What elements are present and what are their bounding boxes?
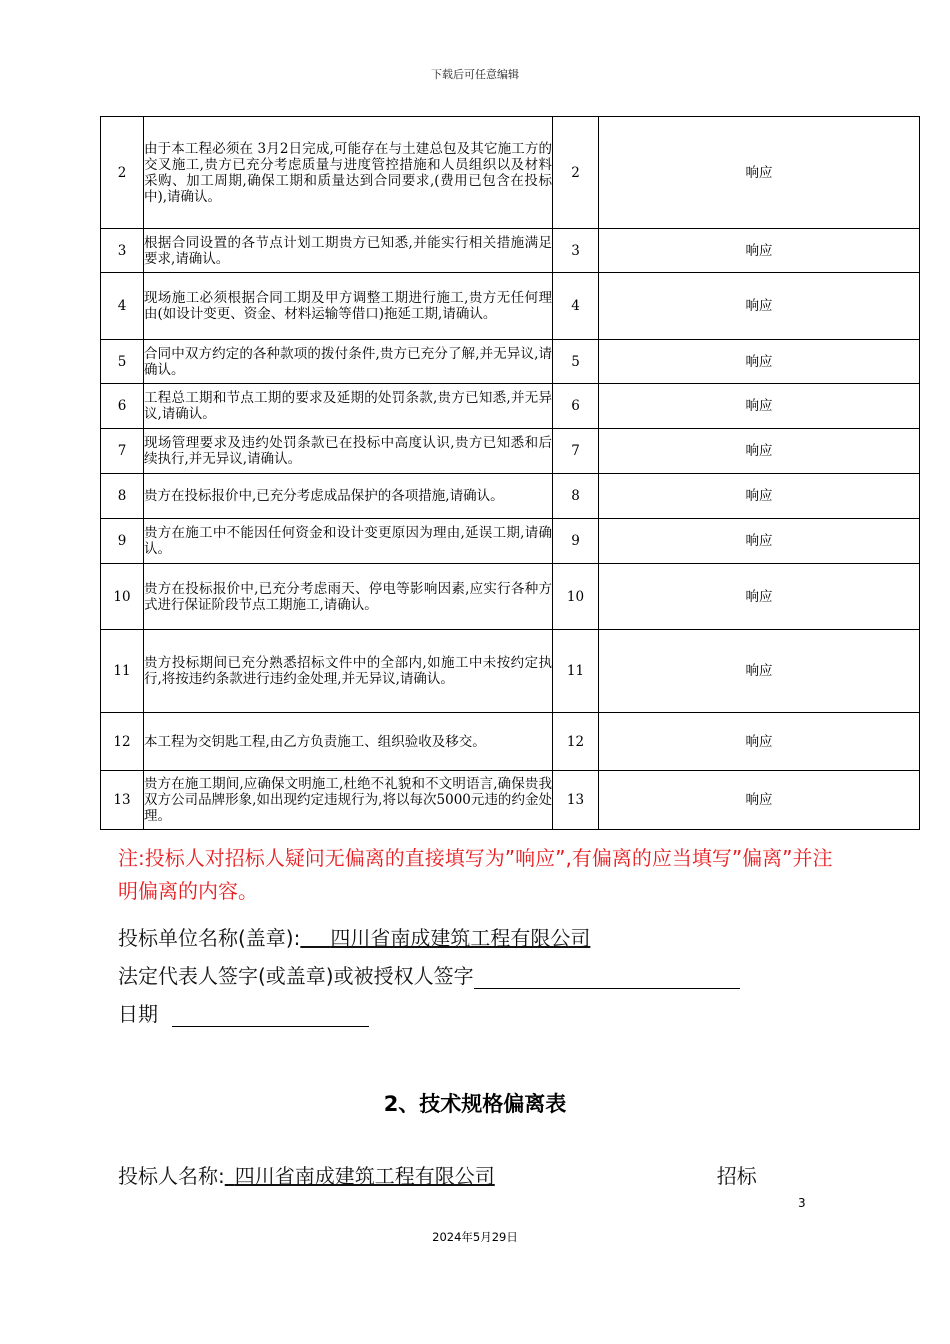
row-response: 响应 bbox=[599, 229, 920, 273]
row-number: 7 bbox=[101, 429, 144, 474]
row-text: 现场施工必须根据合同工期及甲方调整工期进行施工,贵方无任何理由(如设计变更、资金、材料运输等借口)拖延工期,请确认。 bbox=[144, 273, 553, 340]
table-row bbox=[101, 771, 920, 830]
legal-rep-signature-field[interactable] bbox=[474, 966, 740, 989]
row-number: 6 bbox=[101, 384, 144, 429]
row-number-2: 3 bbox=[553, 229, 599, 273]
row-number: 13 bbox=[101, 771, 144, 830]
table-row bbox=[101, 229, 920, 273]
table-row bbox=[101, 713, 920, 771]
row-response: 响应 bbox=[599, 117, 920, 229]
date-label: 日期 bbox=[118, 1002, 158, 1026]
table-row bbox=[101, 117, 920, 229]
row-number-2: 4 bbox=[553, 273, 599, 340]
row-response: 响应 bbox=[599, 713, 920, 771]
row-text: 贵方在施工期间,应确保文明施工,杜绝不礼貌和不文明语言,确保贵我双方公司品牌形象,如出现约定违规行为,将以每次5000元违的约金处理。 bbox=[144, 771, 553, 830]
row-number-2: 11 bbox=[553, 630, 599, 713]
row-text: 合同中双方约定的各种款项的拨付条件,贵方已充分了解,并无异议,请确认。 bbox=[144, 340, 553, 384]
row-response: 响应 bbox=[599, 519, 920, 564]
row-number: 9 bbox=[101, 519, 144, 564]
row-text: 现场管理要求及违约处罚条款已在投标中高度认识,贵方已知悉和后续执行,并无异议,请确认。 bbox=[144, 429, 553, 474]
table-row bbox=[101, 273, 920, 340]
row-number: 8 bbox=[101, 474, 144, 519]
footer-date: 2024年5月29日 bbox=[432, 1230, 518, 1244]
date-line bbox=[118, 998, 369, 1027]
row-text: 贵方在投标报价中,已充分考虑雨天、停电等影响因素,应实行各种方式进行保证阶段节点工期施工,请确认。 bbox=[144, 564, 553, 630]
bidder-name-value: 四川省南成建筑工程有限公司 bbox=[234, 1164, 495, 1188]
row-number-2: 10 bbox=[553, 564, 599, 630]
row-response: 响应 bbox=[599, 384, 920, 429]
row-response: 响应 bbox=[599, 630, 920, 713]
table-row bbox=[101, 384, 920, 429]
row-text: 贵方投标期间已充分熟悉招标文件中的全部内,如施工中未按约定执行,将按违约条款进行违约金处理,并无异议,请确认。 bbox=[144, 630, 553, 713]
row-response: 响应 bbox=[599, 474, 920, 519]
row-number-2: 5 bbox=[553, 340, 599, 384]
bidder-name-label: 投标人名称: bbox=[118, 1164, 225, 1188]
section-title: 2、技术规格偏离表 bbox=[383, 1092, 567, 1116]
row-number-2: 7 bbox=[553, 429, 599, 474]
row-text: 工程总工期和节点工期的要求及延期的处罚条款,贵方已知悉,并无异议,请确认。 bbox=[144, 384, 553, 429]
table-row bbox=[101, 340, 920, 384]
deviation-table bbox=[100, 116, 920, 830]
row-number-2: 9 bbox=[553, 519, 599, 564]
row-number: 3 bbox=[101, 229, 144, 273]
bidder-unit-value: 四川省南成建筑工程有限公司 bbox=[330, 926, 591, 950]
bidder-unit-line bbox=[118, 922, 590, 951]
page-number: 3 bbox=[798, 1196, 806, 1210]
row-number: 10 bbox=[101, 564, 144, 630]
deviation-note: 注:投标人对招标人疑问无偏离的直接填写为”响应”,有偏离的应当填写”偏离”并注明偏离的内容。 bbox=[118, 846, 833, 903]
row-response: 响应 bbox=[599, 273, 920, 340]
row-number-2: 2 bbox=[553, 117, 599, 229]
row-response: 响应 bbox=[599, 340, 920, 384]
legal-rep-line bbox=[118, 960, 740, 989]
row-number: 12 bbox=[101, 713, 144, 771]
row-number: 5 bbox=[101, 340, 144, 384]
row-response: 响应 bbox=[599, 564, 920, 630]
row-text: 根据合同设置的各节点计划工期贵方已知悉,并能实行相关措施满足要求,请确认。 bbox=[144, 229, 553, 273]
date-field[interactable] bbox=[172, 1004, 369, 1027]
table-row bbox=[101, 519, 920, 564]
header-note: 下载后可任意编辑 bbox=[431, 68, 519, 81]
table-row bbox=[101, 474, 920, 519]
row-response: 响应 bbox=[599, 771, 920, 830]
bidder-name-trailing: 招标 bbox=[716, 1164, 757, 1188]
row-number: 11 bbox=[101, 630, 144, 713]
row-number-2: 8 bbox=[553, 474, 599, 519]
row-text: 贵方在施工中不能因任何资金和设计变更原因为理由,延误工期,请确认。 bbox=[144, 519, 553, 564]
row-number: 2 bbox=[101, 117, 144, 229]
row-text: 本工程为交钥匙工程,由乙方负责施工、组织验收及移交。 bbox=[144, 713, 553, 771]
table-row bbox=[101, 564, 920, 630]
bidder-name-line bbox=[118, 1160, 757, 1189]
row-number-2: 13 bbox=[553, 771, 599, 830]
row-text: 由于本工程必须在 3月2日完成,可能存在与土建总包及其它施工方的交叉施工,贵方已充分考虑质量与进度管控措施和人员组织以及材料采购、加工周期,确保工期和质量达到合同要求,(费用已包含在投标中),请确认。 bbox=[144, 117, 553, 229]
row-number: 4 bbox=[101, 273, 144, 340]
row-text: 贵方在投标报价中,已充分考虑成品保护的各项措施,请确认。 bbox=[144, 474, 553, 519]
table-row bbox=[101, 429, 920, 474]
row-response: 响应 bbox=[599, 429, 920, 474]
bidder-unit-label: 投标单位名称(盖章): bbox=[118, 926, 301, 950]
legal-rep-label: 法定代表人签字(或盖章)或被授权人签字 bbox=[118, 964, 474, 988]
row-number-2: 6 bbox=[553, 384, 599, 429]
row-number-2: 12 bbox=[553, 713, 599, 771]
table-row bbox=[101, 630, 920, 713]
